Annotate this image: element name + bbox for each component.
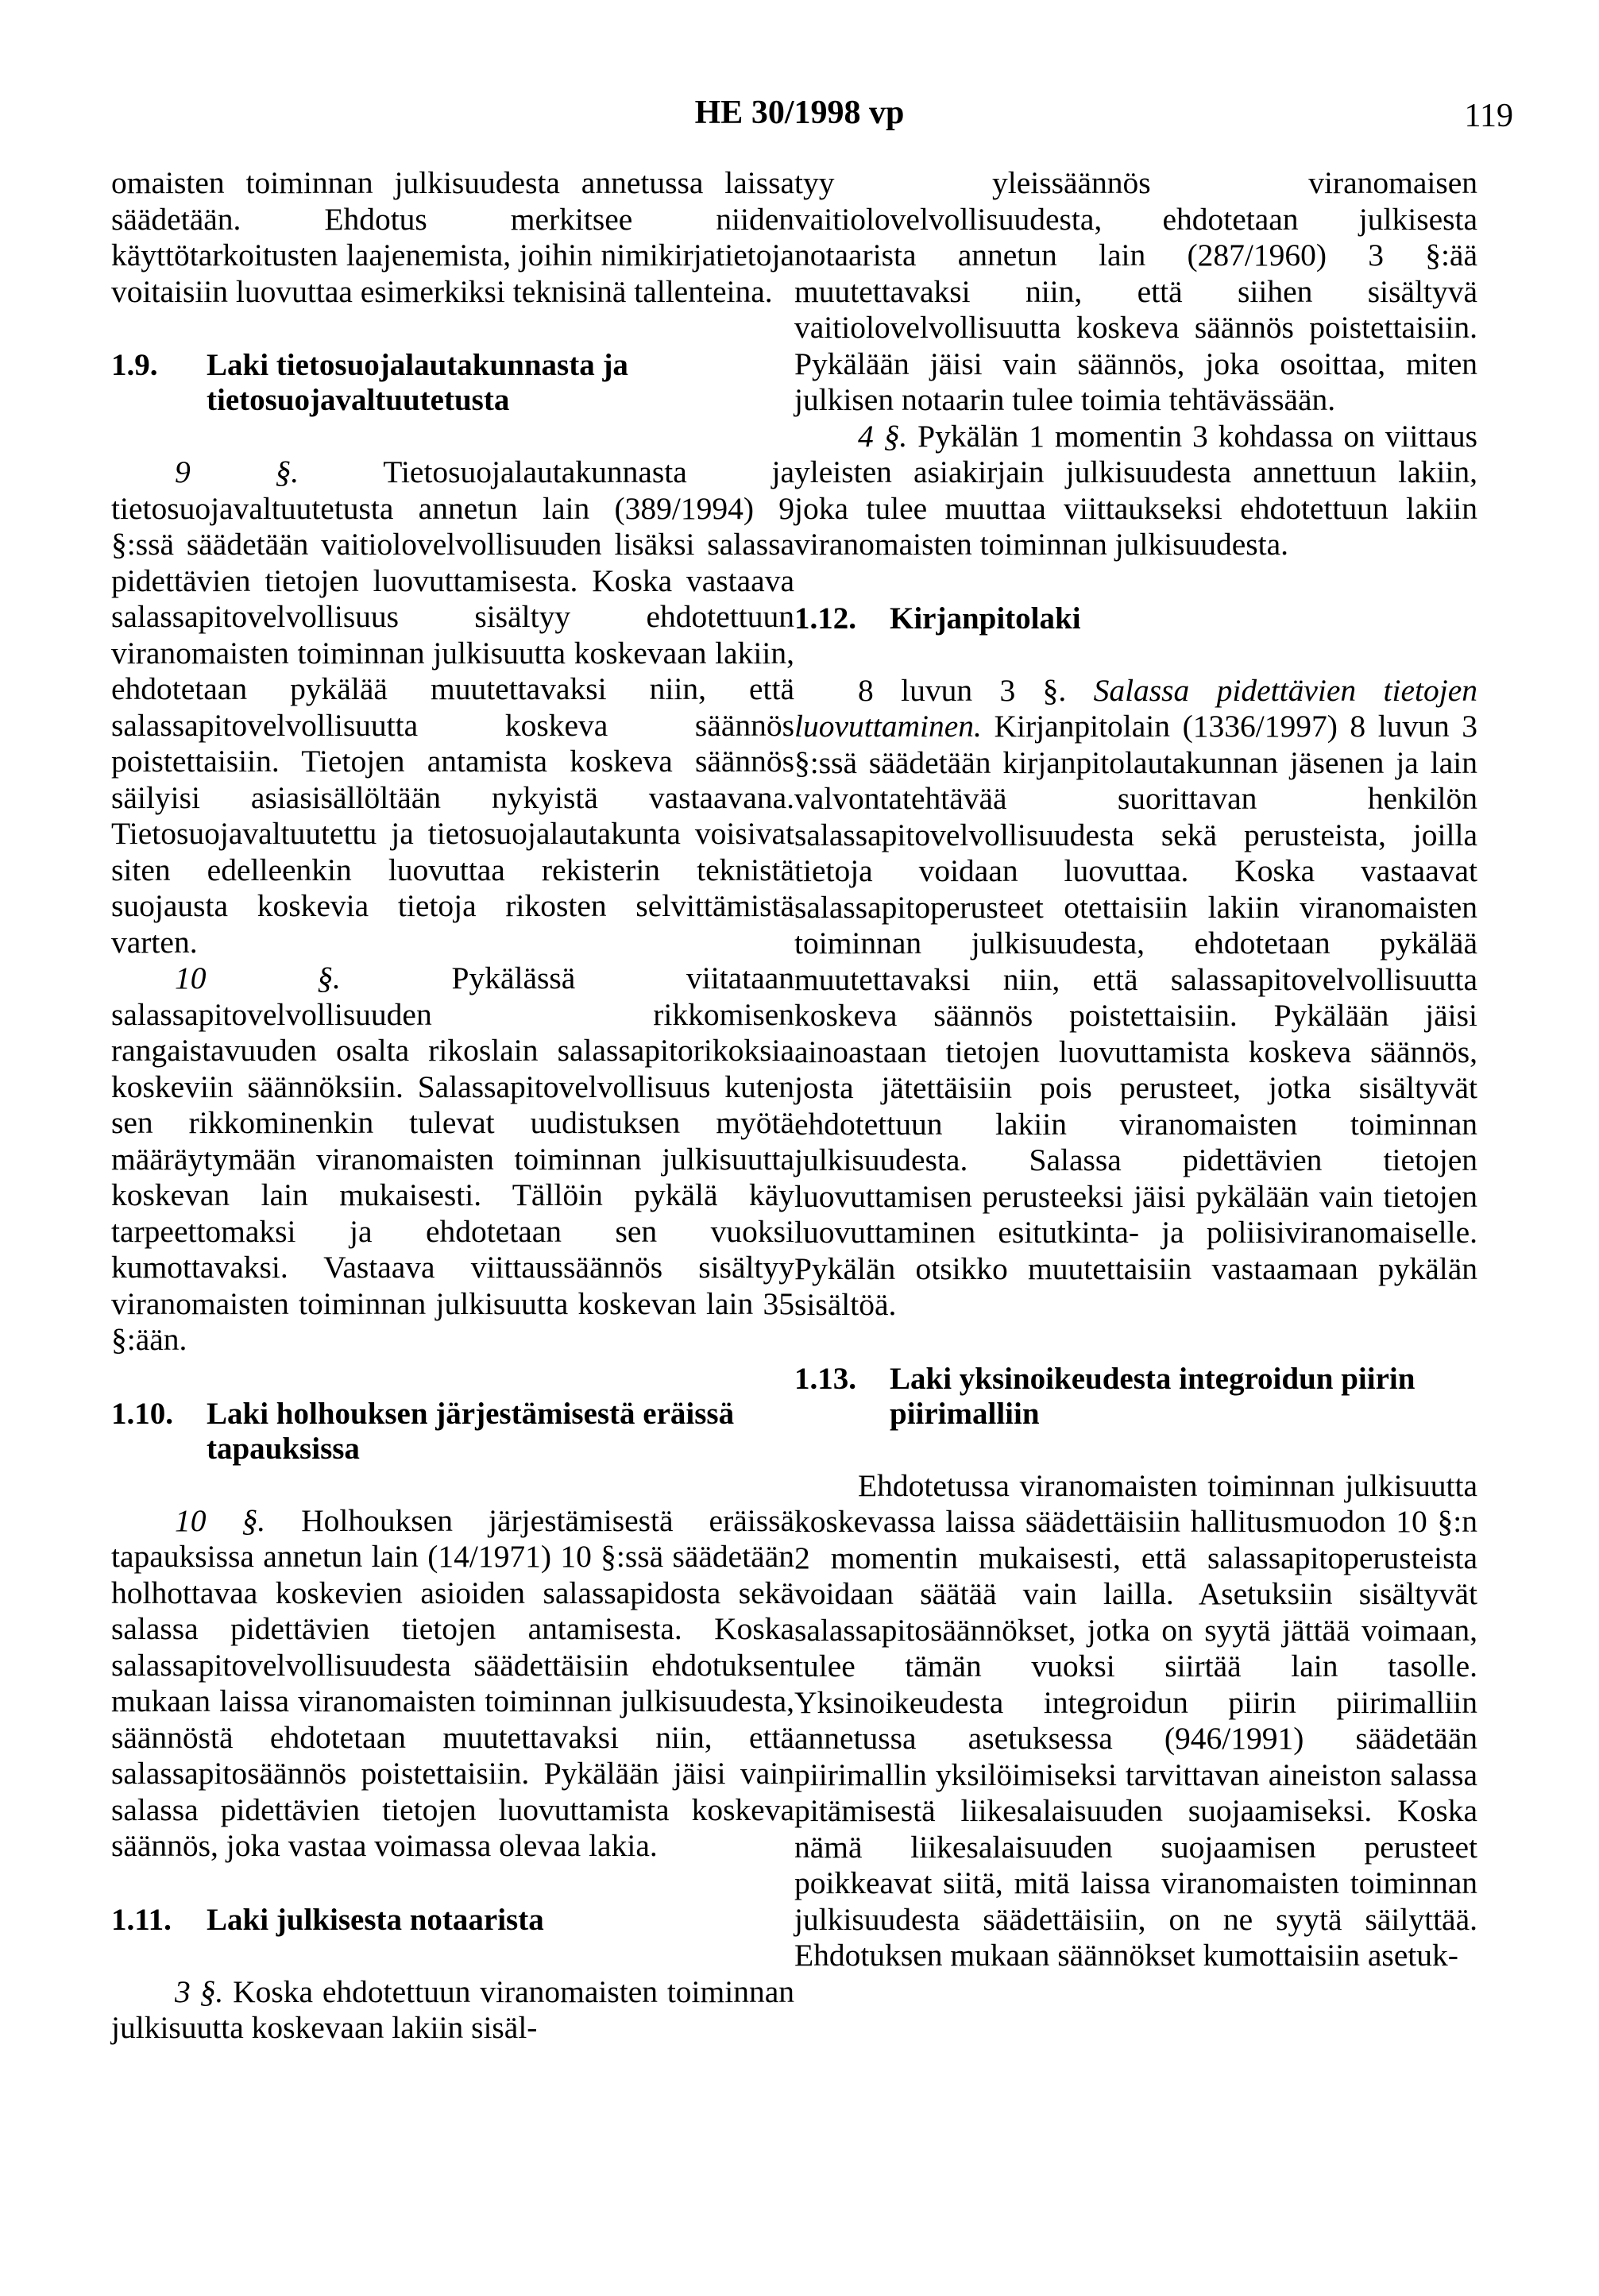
paragraph [111,1974,794,2047]
paragraph [794,419,1477,563]
paragraph-italic-title: Salassa pidettävien tietojen luovuttaminen. [794,672,1477,744]
section-heading-1-9 [111,348,794,418]
paragraph-text: Pykälässä viitataan salassapitovelvollisuuden rikkomisen rangaistavuuden osalta rikoslain salassapitorikoksia koskeviin säännöksiin. Salassapitovelvollisuus kuten sen rikkominenkin tulevat uudistuksen myötä määräytymään viranomaisten toiminnan julkisuutta koskevan lain mukaisesti. Tällöin pykälä käy tarpeettomaksi ja ehdotetaan sen vuoksi kumottavaksi. Vastaava viittaussäännös sisältyy viranomaisten toiminnan julkisuutta koskevan lain 35 §:ään. [111,961,795,1357]
section-heading-1-13 [794,1362,1477,1432]
paragraph [111,961,794,1359]
paragraph-label: 10 §. [175,1502,266,1538]
section-number: 1.12. [794,601,856,636]
left-column [111,165,794,2047]
document-title: HE 30/1998 vp [694,95,905,131]
paragraph-text: Kirjanpitolain (1336/1997) 8 luvun 3 §:ssä säädetään kirjanpitolautakunnan jäsenen ja lain valvontatehtävää suorittavan henkilön salassapitovelvollisuudesta sekä perusteista, joilla tietoja voidaan luovuttaa. Koska vastaavat salassapitoperusteet otettaisiin lakiin viranomaisten toiminnan julkisuudesta, ehdotetaan pykälää muutettavaksi niin, että salassapitovelvollisuutta koskeva säännös poistettaisiin. Pykälään jäisi ainoastaan tietojen luovuttamista koskeva säännös, josta jätettäisiin pois perusteet, jotka sisältyvät ehdotettuun lakiin viranomaisten toiminnan julkisuudesta. Salassa pidettävien tietojen luovuttamisen perusteeksi jäisi pykälään vain tietojen luovuttaminen esitutkinta- ja poliisiviranomaiselle. Pykälän otsikko muutettaisiin vastaamaan pykälän sisältöä. [794,709,1477,1322]
section-heading-1-12 [794,601,1477,636]
section-number: 1.9. [111,348,158,382]
paragraph-label: 8 luvun 3 §. [858,672,1067,708]
paragraph: omaisten toiminnan julkisuudesta annetussa laissa säädetään. Ehdotus merkitsee niiden käyttötarkoitusten laajenemista, joihin nimikirjatietoja voitaisiin luovuttaa esimerkiksi teknisinä tallenteina. [111,165,794,309]
paragraph [111,1503,794,1865]
section-heading-1-11 [111,1903,794,1938]
section-title: Laki tietosuojalautakunnasta ja tietosuojavaltuutetusta [207,348,628,417]
section-title: Laki holhouksen järjestämisestä eräissä tapauksissa [207,1396,735,1466]
paragraph [111,454,794,961]
paragraph-text: Koska ehdotettuun viranomaisten toiminnan julkisuutta koskevaan lakiin sisäl- [111,1973,795,2045]
paragraph-label: 10 §. [175,961,341,995]
section-number: 1.11. [111,1902,172,1937]
paragraph-label: 4 §. [858,418,908,454]
page-header [0,94,1599,141]
page-number: 119 [1464,98,1513,134]
paragraph-text: Pykälän 1 momentin 3 kohdassa on viittaus yleisten asiakirjain julkisuudesta annettuun lakiin, joka tulee muuttaa viittaukseksi ehdotettuun lakiin viranomaisten toiminnan julkisuudesta. [794,418,1478,562]
paragraph-label: 3 §. [175,1973,224,2009]
paragraph-text: Holhouksen järjestämisestä eräissä tapauksissa annetun lain (14/1971) 10 §:ssä säädetään holhottavaa koskevien asioiden salassapidosta sekä salassa pidettävien tietojen antamisesta. Koska salassapitovelvollisuudesta säädettäisiin ehdotuksen mukaan laissa viranomaisten toiminnan julkisuudesta, säännöstä ehdotetaan muutettavaksi niin, että salassapitosäännös poistettaisiin. Pykälään jäisi vain salassa pidettävien tietojen luovuttamista koskeva säännös, joka vastaa voimassa olevaa lakia. [111,1502,795,1863]
paragraph-label: 9 §. [175,454,299,489]
section-number: 1.13. [794,1361,856,1396]
paragraph-text: Tietosuojalautakunnasta ja tietosuojavaltuutetusta annetun lain (389/1994) 9 §:ssä säädetään vaitiolovelvollisuuden lisäksi salassa pidettävien tietojen luovuttamisesta. Koska vastaava salassapitovelvollisuus sisältyy ehdotettuun viranomaisten toiminnan julkisuutta koskevaan lakiin, ehdotetaan pykälää muutettavaksi niin, että salassapitovelvollisuutta koskeva säännös poistettaisiin. Tietojen antamista koskeva säännös säilyisi asiasisällöltään nykyistä vastaavana. Tietosuojavaltuutettu ja tietosuojalautakunta voisivat siten edelleenkin luovuttaa rekisterin teknistä suojausta koskevia tietoja rikosten selvittämistä varten. [111,454,794,960]
section-title: Laki yksinoikeudesta integroidun piirin piirimalliin [890,1361,1416,1431]
paragraph [794,673,1477,1324]
section-number: 1.10. [111,1396,173,1431]
section-title: Kirjanpitolaki [890,601,1081,636]
paragraph: Ehdotetussa viranomaisten toiminnan julkisuutta koskevassa laissa säädettäisiin hallitusmuodon 10 §:n 2 momentin mukaisesti, että salassapitoperusteista voidaan säätää vain lailla. Asetuksiin sisältyvät salassapitosäännökset, jotka on syytä jättää voimaan, tulee tämän vuoksi siirtää lain tasolle. Yksinoikeudesta integroidun piirin piirimalliin annetussa asetuksessa (946/1991) säädetään piirimallin yksilöimiseksi tarvittavan aineiston salassa pitämisestä liikesalaisuuden suojaamiseksi. Koska nämä liikesalaisuuden suojaamisen perusteet poikkeavat siitä, mitä laissa viranomaisten toiminnan julkisuudesta säädettäisiin, on ne syytä säilyttää. Ehdotuksen mukaan säännökset kumottaisiin asetuk- [794,1467,1477,1973]
section-title: Laki julkisesta notaarista [207,1902,544,1937]
paragraph: tyy yleissäännös viranomaisen vaitiolovelvollisuudesta, ehdotetaan julkisesta notaarista annetun lain (287/1960) 3 §:ää muutettavaksi niin, että siihen sisältyvä vaitiolovelvollisuutta koskeva säännös poistettaisiin. Pykälään jäisi vain säännös, joka osoittaa, miten julkisen notaarin tulee toimia tehtävässään. [794,165,1477,417]
right-column [794,165,1477,1974]
section-heading-1-10 [111,1397,794,1467]
